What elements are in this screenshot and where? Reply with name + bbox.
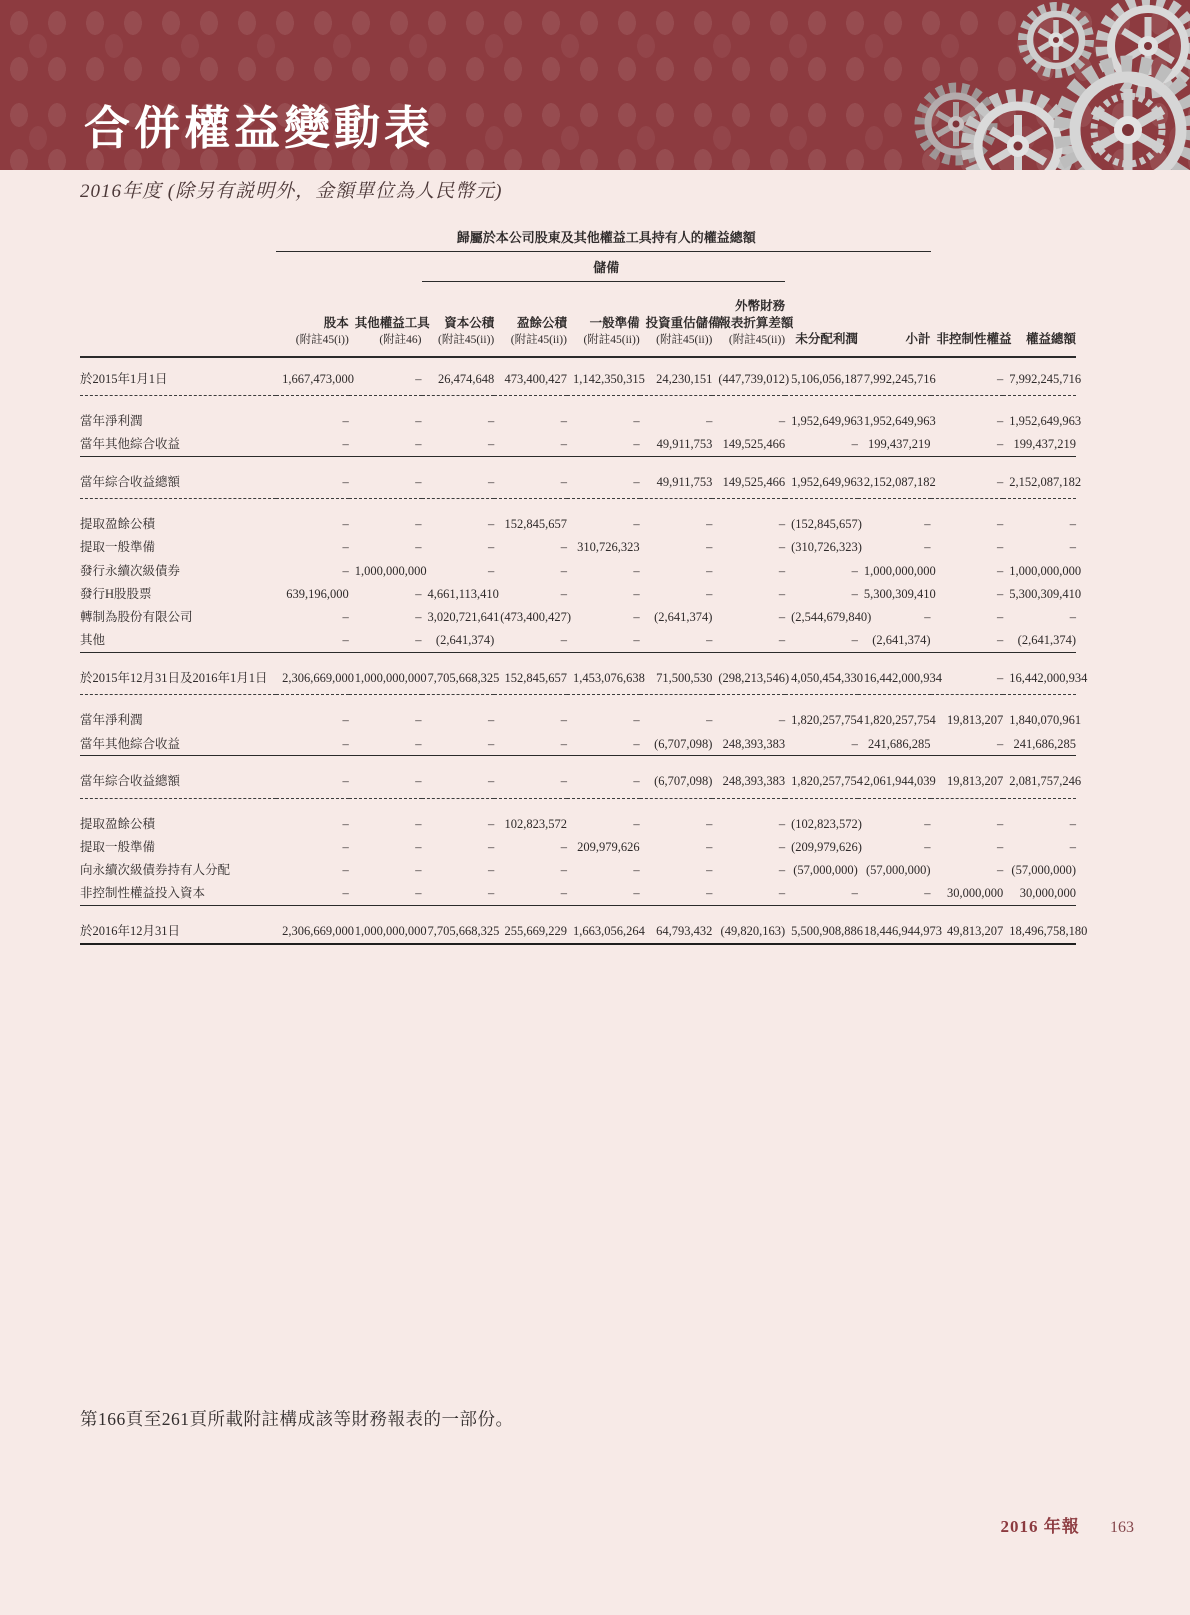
row-label: 提取一般準備 [80, 540, 156, 555]
row-label: 當年其他綜合收益 [80, 732, 276, 756]
column-header: 未分配利潤 [785, 282, 858, 357]
cell-value: – [997, 413, 1004, 428]
cell-value: 2,081,757,246 [1003, 756, 1076, 798]
cell-value: – [415, 839, 422, 854]
cell-value: 1,000,000,000 [349, 653, 422, 695]
cell-value: – [415, 610, 422, 625]
cell-value: 2,061,944,039 [858, 756, 931, 798]
cell-value: – [567, 732, 640, 756]
cell-value: 71,500,530 [640, 653, 713, 695]
cell-value: – [640, 882, 713, 906]
column-header: 小計 [858, 282, 931, 357]
cell-value: – [342, 839, 349, 854]
cell-value: – [276, 882, 349, 906]
row-label: 於2015年12月31日及2016年1月1日 [80, 653, 276, 695]
table-row [80, 732, 1076, 756]
cell-value: (310,726,323) [791, 540, 862, 555]
cell-value: – [924, 540, 931, 555]
cell-value: – [494, 456, 567, 498]
cell-value: – [633, 816, 640, 831]
cell-value: 1,952,649,963 [863, 413, 936, 428]
cell-value: – [560, 413, 567, 428]
cell-value: – [851, 586, 858, 601]
cell-value: – [931, 732, 1004, 756]
cell-value: 5,500,908,886 [785, 906, 858, 944]
cell-value: – [276, 456, 349, 498]
cell-value: – [633, 863, 640, 878]
cell-value: 5,300,309,410 [1009, 586, 1082, 601]
cell-value: – [494, 882, 567, 906]
cell-value: – [567, 629, 640, 653]
cell-value: (2,641,374) [654, 610, 713, 625]
cell-value: – [778, 713, 786, 728]
cell-value: 2,306,669,000 [276, 906, 349, 944]
column-header: 股本 (附註45(i)) [276, 282, 349, 357]
table-row [80, 835, 1076, 858]
cell-value: 30,000,000 [931, 882, 1004, 906]
table-row [80, 798, 1076, 835]
cell-value: – [706, 863, 713, 878]
cell-value: 102,823,572 [504, 816, 567, 831]
notes-reference-text: 第166頁至261頁所載附註構成該等財務報表的一部份。 [80, 1409, 514, 1429]
cell-value: 1,000,000,000 [349, 906, 422, 944]
cell-value: – [931, 357, 1004, 396]
cell-value: (57,000,000) [1011, 863, 1076, 878]
cell-value: – [778, 586, 786, 601]
cell-value: – [924, 517, 931, 532]
cell-value: 639,196,000 [286, 586, 349, 601]
cell-value: 3,020,721,641 [427, 610, 500, 625]
table-row [80, 653, 1076, 695]
cell-value: 4,661,113,410 [427, 586, 499, 601]
cell-value: – [706, 517, 713, 532]
cell-value: – [494, 433, 567, 457]
cell-value: (49,820,163) [712, 906, 785, 944]
cell-value: – [640, 629, 713, 653]
cell-value: – [342, 863, 349, 878]
cell-value: 1,820,257,754 [863, 713, 936, 728]
cell-value: 49,911,753 [640, 433, 713, 457]
cell-value: – [567, 756, 640, 798]
cell-value: 1,663,056,264 [567, 906, 640, 944]
cell-value: – [415, 413, 422, 428]
cell-value: (2,641,374) [858, 629, 931, 653]
cell-value: (2,641,374) [422, 629, 495, 653]
cell-value: 64,793,432 [640, 906, 713, 944]
cell-value: – [342, 816, 349, 831]
cell-value: 1,667,473,000 [276, 357, 349, 396]
cell-value: – [342, 413, 349, 428]
cell-value: – [1069, 816, 1076, 831]
row-label: 於2015年1月1日 [80, 357, 276, 396]
cell-value: – [560, 863, 567, 878]
row-label: 當年綜合收益總額 [80, 456, 276, 498]
cell-value: – [1069, 839, 1076, 854]
cell-value: 1,453,076,638 [567, 653, 640, 695]
cell-value: – [706, 563, 713, 578]
cell-value: – [931, 456, 1004, 498]
cell-value: – [1069, 610, 1076, 625]
cell-value: (6,707,098) [640, 756, 713, 798]
cell-value: – [931, 653, 1004, 695]
group-header-row [80, 226, 1076, 252]
row-label: 轉制為股份有限公司 [80, 610, 193, 625]
cell-value: 16,442,000,934 [1003, 653, 1076, 695]
cell-value: – [997, 610, 1004, 625]
cell-value: – [858, 882, 931, 906]
attributable-equity-group-header: 歸屬於本公司股東及其他權益工具持有人的權益總額 [276, 226, 930, 252]
cell-value: 7,705,668,325 [422, 653, 495, 695]
table-row [80, 357, 1076, 396]
cell-value: – [778, 839, 786, 854]
cell-value: (57,000,000) [793, 863, 858, 878]
cell-value: 18,446,944,973 [858, 906, 931, 944]
column-header: 非控制性權益 [931, 282, 1004, 357]
equity-table-body [80, 357, 1088, 944]
row-label: 向永續次級債券持有人分配 [80, 863, 231, 878]
table-row [80, 395, 1076, 432]
cell-value: – [560, 713, 567, 728]
cell-value: – [342, 713, 349, 728]
row-label: 其他 [80, 629, 276, 653]
cell-value: – [560, 563, 567, 578]
cell-value: 199,437,219 [858, 433, 931, 457]
row-label: 提取盈餘公積 [80, 517, 156, 532]
cell-value: – [778, 517, 786, 532]
cell-value: – [931, 629, 1004, 653]
cell-value: – [924, 839, 931, 854]
row-label: 發行永續次級債券 [80, 563, 181, 578]
cell-value: 255,669,229 [494, 906, 567, 944]
cell-value: 1,952,649,963 [1009, 413, 1082, 428]
cell-value: 1,952,649,963 [791, 413, 863, 428]
cell-value: – [276, 732, 349, 756]
cell-value: – [633, 610, 640, 625]
cell-value: – [487, 863, 495, 878]
cell-value: 152,845,657 [494, 653, 567, 695]
cell-value: 248,393,383 [712, 732, 785, 756]
cell-value: (2,641,374) [1003, 629, 1076, 653]
cell-value: (152,845,657) [791, 517, 862, 532]
cell-value: – [778, 413, 786, 428]
page-footer [1001, 1512, 1135, 1537]
cell-value: 241,686,285 [858, 732, 931, 756]
cell-value: – [422, 882, 495, 906]
cell-value: – [487, 413, 495, 428]
cell-value: – [415, 586, 422, 601]
cell-value: – [487, 563, 495, 578]
cell-value: (2,544,679,840) [791, 610, 872, 625]
cell-value: – [342, 610, 349, 625]
cell-value: – [706, 839, 713, 854]
cell-value: 2,306,669,000 [276, 653, 349, 695]
cell-value: 49,911,753 [640, 456, 713, 498]
cell-value: – [276, 433, 349, 457]
cell-value: – [349, 433, 422, 457]
cell-value: 4,050,454,330 [785, 653, 858, 695]
table-row [80, 695, 1076, 732]
cell-value: – [415, 816, 422, 831]
cell-value: 5,300,309,410 [863, 586, 936, 601]
cell-value: – [342, 563, 349, 578]
table-row [80, 859, 1076, 882]
column-header: 盈餘公積 (附註45(ii)) [494, 282, 567, 357]
cell-value: – [633, 713, 640, 728]
cell-value: – [349, 732, 422, 756]
cell-value: 5,106,056,187 [785, 357, 858, 396]
cell-value: – [633, 563, 640, 578]
row-label: 提取一般準備 [80, 839, 156, 854]
cell-value: – [494, 756, 567, 798]
cell-value: – [487, 713, 495, 728]
cell-value: – [487, 816, 495, 831]
row-label: 發行H股股票 [80, 586, 152, 601]
cell-value: – [422, 433, 495, 457]
table-row [80, 882, 1076, 906]
cell-value: 2,152,087,182 [858, 456, 931, 498]
cell-value: – [997, 517, 1004, 532]
cell-value: – [415, 863, 422, 878]
cell-value: (209,979,626) [791, 839, 862, 854]
report-subtitle: 2016年度 (除另有説明外，金額單位為人民幣元) [80, 181, 503, 202]
cell-value: – [342, 540, 349, 555]
cell-value: – [349, 456, 422, 498]
table-row [80, 629, 1076, 653]
cell-value: 149,525,466 [712, 433, 785, 457]
cell-value: – [567, 456, 640, 498]
cell-value: – [567, 433, 640, 457]
cell-value: – [712, 629, 785, 653]
cell-value: – [778, 563, 786, 578]
cell-value: – [785, 433, 858, 457]
page-banner [0, 0, 1190, 170]
cell-value: – [422, 732, 495, 756]
column-header: 投資重估儲備 (附註45(ii)) [640, 282, 713, 357]
cell-value: 1,820,257,754 [785, 756, 858, 798]
column-header: 權益總額 [1003, 282, 1076, 357]
cell-value: 2,152,087,182 [1003, 456, 1076, 498]
row-label: 當年淨利潤 [80, 413, 143, 428]
cell-value: 1,820,257,754 [791, 713, 863, 728]
row-label: 當年綜合收益總額 [80, 756, 276, 798]
cell-value: 1,952,649,963 [785, 456, 858, 498]
cell-value: – [997, 839, 1004, 854]
table-row [80, 906, 1076, 944]
cell-value: (447,739,012) [712, 357, 785, 396]
page-title: 合併權益變動表 [84, 103, 434, 154]
cell-value: 7,705,668,325 [422, 906, 495, 944]
cell-value: – [415, 517, 422, 532]
table-row [80, 456, 1076, 498]
gears-image [860, 0, 1190, 170]
cell-value: – [560, 839, 567, 854]
cell-value: 199,437,219 [1003, 433, 1076, 457]
equity-table-wrap [80, 226, 1088, 945]
cell-value: 152,845,657 [504, 517, 567, 532]
table-row [80, 433, 1076, 457]
cell-value: – [706, 586, 713, 601]
row-label: 提取盈餘公積 [80, 816, 156, 831]
cell-value: – [487, 839, 495, 854]
cell-value: (6,707,098) [640, 732, 713, 756]
cell-value: – [349, 629, 422, 653]
cell-value: – [785, 732, 858, 756]
cell-value: – [706, 540, 713, 555]
cell-value: 473,400,427 [494, 357, 567, 396]
cell-value: – [560, 586, 567, 601]
cell-value: – [712, 882, 785, 906]
cell-value: – [276, 629, 349, 653]
cell-value: – [997, 816, 1004, 831]
table-row [80, 606, 1076, 629]
cell-value: 1,000,000,000 [863, 563, 936, 578]
cell-value: – [997, 586, 1004, 601]
cell-value: – [494, 629, 567, 653]
cell-value: 1,142,350,315 [567, 357, 640, 396]
cell-value: – [567, 882, 640, 906]
reserves-group-header: 儲備 [422, 252, 786, 282]
cell-value: – [1069, 540, 1076, 555]
cell-value: 26,474,648 [422, 357, 495, 396]
cell-value: 7,992,245,716 [858, 357, 931, 396]
row-label: 當年其他綜合收益 [80, 433, 276, 457]
cell-value: – [415, 540, 422, 555]
cell-value: 209,979,626 [577, 839, 640, 854]
cell-value: – [276, 756, 349, 798]
cell-value: – [494, 732, 567, 756]
column-header: 資本公積 (附註45(ii)) [422, 282, 495, 357]
row-label: 當年淨利潤 [80, 713, 143, 728]
cell-value: 18,496,758,180 [1003, 906, 1076, 944]
cell-value: – [924, 816, 931, 831]
cell-value: 30,000,000 [1003, 882, 1076, 906]
cell-value: – [997, 563, 1004, 578]
cell-value: 1,000,000,000 [354, 563, 427, 578]
cell-value: 19,813,207 [931, 756, 1004, 798]
cell-value: 149,525,466 [712, 456, 785, 498]
cell-value: – [997, 540, 1004, 555]
cell-value: 248,393,383 [712, 756, 785, 798]
cell-value: – [778, 816, 786, 831]
cell-value: 24,230,151 [640, 357, 713, 396]
column-header: 其他權益工具 (附註46) [349, 282, 422, 357]
equity-table-head [80, 226, 1076, 357]
table-row [80, 536, 1076, 559]
cell-value: – [706, 816, 713, 831]
cell-value: – [633, 586, 640, 601]
column-header-row [80, 282, 1076, 357]
table-row [80, 582, 1076, 605]
row-label: 非控制性權益投入資本 [80, 882, 276, 906]
cell-value: – [633, 517, 640, 532]
cell-value: – [633, 413, 640, 428]
column-header: 外幣財務 報表折算差額 (附註45(ii)) [712, 282, 785, 357]
annual-report-label: 2016 年報 [1000, 1517, 1080, 1536]
cell-value: – [785, 882, 858, 906]
cell-value: – [349, 357, 422, 396]
cell-value: – [422, 456, 495, 498]
cell-value: – [487, 540, 495, 555]
cell-value: – [785, 629, 858, 653]
cell-value: – [415, 713, 422, 728]
cell-value: (473,400,427) [500, 610, 572, 625]
cell-value: 1,840,070,961 [1009, 713, 1082, 728]
reserves-header-row [80, 252, 1076, 282]
cell-value: 7,992,245,716 [1003, 357, 1076, 396]
equity-table [80, 226, 1088, 945]
cell-value: – [997, 863, 1004, 878]
cell-value: 241,686,285 [1003, 732, 1076, 756]
cell-value: (57,000,000) [865, 863, 931, 878]
table-row [80, 559, 1076, 582]
cell-value: – [706, 413, 713, 428]
cell-value: (102,823,572) [791, 816, 862, 831]
cell-value: – [349, 756, 422, 798]
cell-value: 49,813,207 [931, 906, 1004, 944]
column-header: 一般準備 (附註45(ii)) [567, 282, 640, 357]
cell-value: 1,000,000,000 [1009, 563, 1082, 578]
cell-value: – [349, 882, 422, 906]
cell-value: – [422, 756, 495, 798]
cell-value: – [778, 540, 786, 555]
cell-value: 310,726,323 [577, 540, 640, 555]
cell-value: – [924, 610, 931, 625]
cell-value: (298,213,546) [712, 653, 785, 695]
cell-value: – [560, 540, 567, 555]
cell-value: 19,813,207 [947, 713, 1004, 728]
page-number: 163 [1110, 1519, 1134, 1536]
cell-value: – [487, 517, 495, 532]
cell-value: – [778, 610, 786, 625]
cell-value: – [342, 517, 349, 532]
cell-value: – [706, 713, 713, 728]
cell-value: 16,442,000,934 [858, 653, 931, 695]
row-label: 於2016年12月31日 [80, 906, 276, 944]
table-row [80, 756, 1076, 798]
cell-value: – [778, 863, 786, 878]
cell-value: – [931, 433, 1004, 457]
table-row [80, 499, 1076, 536]
cell-value: – [1069, 517, 1076, 532]
cell-value: – [851, 563, 858, 578]
